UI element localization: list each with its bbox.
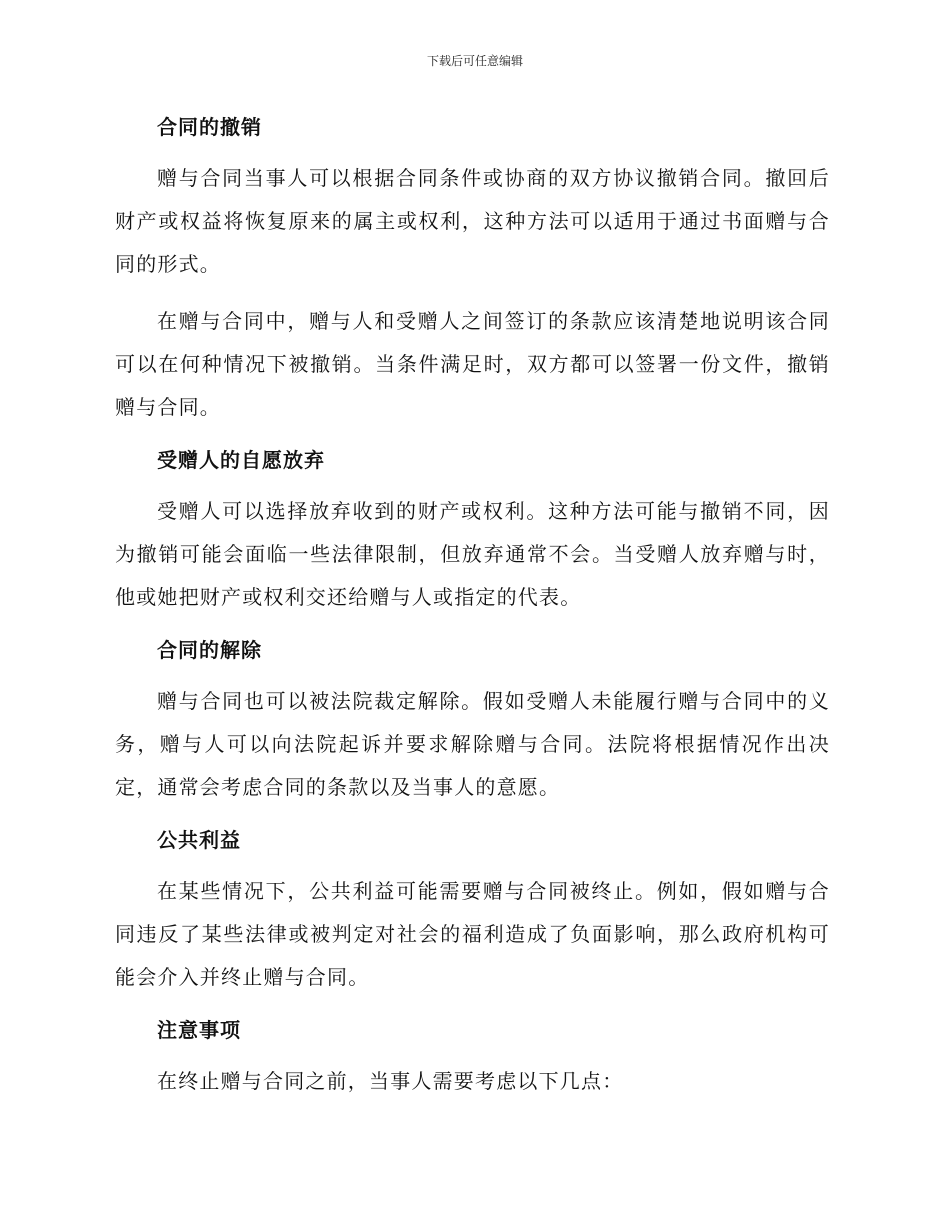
page-header: 下载后可任意编辑 <box>426 54 523 68</box>
paragraph: 赠与合同当事人可以根据合同条件或协商的双方协议撤销合同。撤回后财产或权益将恢复原来的属主或权利，这种方法可以适用于通过书面赠与合同的形式。 <box>115 166 830 276</box>
paragraph: 赠与合同也可以被法院裁定解除。假如受赠人未能履行赠与合同中的义务，赠与人可以向法院起诉并要求解除赠与合同。法院将根据情况作出决定，通常会考虑合同的条款以及当事人的意愿。 <box>115 689 830 799</box>
section-heading-revocation: 合同的撤销 <box>157 115 262 139</box>
section-heading-public-interest: 公共利益 <box>157 828 241 852</box>
section-heading-termination: 合同的解除 <box>157 638 262 662</box>
paragraph: 在某些情况下，公共利益可能需要赠与合同被终止。例如，假如赠与合同违反了某些法律或被判定对社会的福利造成了负面影响，那么政府机构可能会介入并终止赠与合同。 <box>115 879 830 989</box>
paragraph: 受赠人可以选择放弃收到的财产或权利。这种方法可能与撤销不同，因为撤销可能会面临一些法律限制，但放弃通常不会。当受赠人放弃赠与时，他或她把财产或权利交还给赠与人或指定的代表。 <box>115 499 830 609</box>
section-heading-notes: 注意事项 <box>157 1018 241 1042</box>
section-heading-voluntary-waiver: 受赠人的自愿放弃 <box>157 448 325 472</box>
paragraph: 在赠与合同中，赠与人和受赠人之间签订的条款应该清楚地说明该合同可以在何种情况下被撤销。当条件满足时，双方都可以签署一份文件，撤销赠与合同。 <box>115 309 830 419</box>
document-body <box>115 110 830 1103</box>
paragraph: 在终止赠与合同之前，当事人需要考虑以下几点： <box>157 1069 624 1093</box>
